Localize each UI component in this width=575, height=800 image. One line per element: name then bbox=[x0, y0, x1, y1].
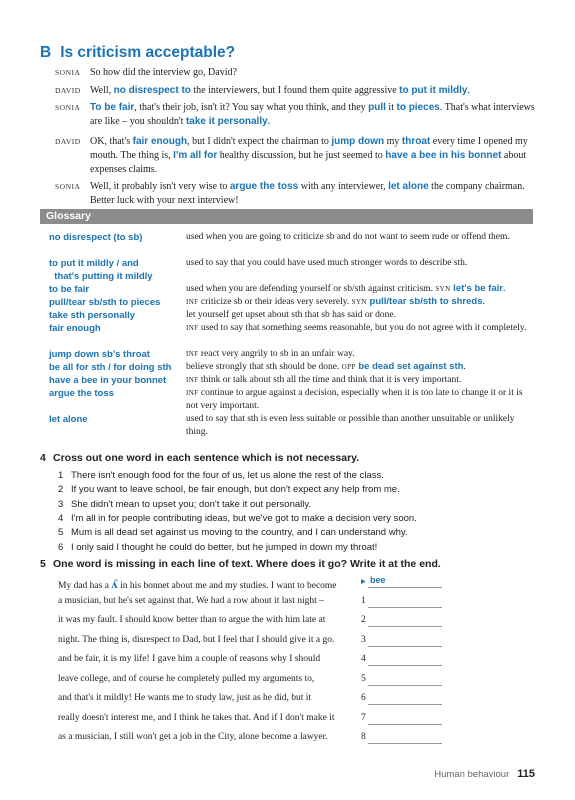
exercise-item bbox=[58, 513, 417, 524]
highlighted-idiom: to put it mildly bbox=[399, 85, 468, 96]
exercise-number: 5 bbox=[40, 558, 46, 570]
dialogue-line bbox=[40, 180, 540, 208]
glossary-definition bbox=[186, 322, 536, 335]
highlighted-idiom: have a bee in his bonnet bbox=[385, 150, 502, 161]
item-number: 5 bbox=[58, 527, 64, 539]
line-text: as a musician, I still won't get a job in the City, alone become a lawyer. bbox=[58, 732, 328, 742]
glossary-term: jump down sb's throat bbox=[49, 349, 150, 360]
line-text: really doesn't interest me, and I think he takes that. And if I don't make it bbox=[58, 712, 335, 723]
dialogue-fragment: OK, that's bbox=[90, 136, 133, 147]
line-text: night. The thing is, disrespect to Dad, but I feel that I should give it a go. bbox=[58, 634, 335, 645]
answer-number: 2 bbox=[361, 615, 366, 625]
dialogue-text bbox=[90, 135, 540, 177]
grammar-tag: INF bbox=[186, 389, 199, 397]
line-text: leave college, and of course he completely pulled my arguments to, bbox=[58, 673, 315, 684]
related-idiom: let's be fair bbox=[450, 283, 503, 294]
highlighted-idiom: to pieces bbox=[396, 102, 440, 113]
definition-text: think or talk about sth all the time and think that it is very important. bbox=[198, 375, 462, 385]
item-text: I'm all in for people contributing ideas, but we've got to make a decision very soon. bbox=[71, 512, 417, 524]
answer-line bbox=[368, 577, 442, 588]
exercise-instruction: One word is missing in each line of text. Where does it go? Write it at the end. bbox=[53, 558, 441, 570]
answer-line bbox=[368, 675, 442, 686]
glossary-definition bbox=[186, 309, 536, 322]
exercise-item bbox=[58, 470, 384, 481]
speaker-name: SONIA bbox=[55, 182, 81, 191]
answer-number: 1 bbox=[361, 595, 366, 606]
answer-number: 7 bbox=[361, 712, 366, 723]
text-line bbox=[58, 693, 311, 703]
dialogue-fragment: the interviewers, but I found them quite aggressive bbox=[190, 85, 400, 96]
definition-text: used to say that something seems reasonable, but you do not agree with it completely. bbox=[198, 323, 527, 333]
item-text: If you want to leave school, be fair enough, but don't expect any help from me. bbox=[71, 484, 400, 496]
text-line bbox=[58, 615, 325, 625]
highlighted-idiom: let alone bbox=[388, 181, 429, 192]
dialogue-fragment: every time I opened my mouth. The thing is, bbox=[90, 136, 528, 161]
definition-text: . bbox=[463, 362, 466, 372]
item-number: 1 bbox=[58, 470, 64, 481]
grammar-tag: SYN bbox=[435, 285, 451, 293]
answer-line bbox=[368, 714, 442, 725]
item-number: 4 bbox=[58, 512, 64, 524]
glossary-definition bbox=[186, 257, 536, 270]
text-line bbox=[58, 576, 337, 592]
item-text: Mum is all dead set against us moving to the country, and I can understand why. bbox=[71, 527, 408, 539]
line-text: and be fair, it is my life! I gave him a couple of reasons why I should bbox=[58, 654, 321, 664]
glossary-term: let alone bbox=[49, 414, 88, 425]
speaker-name: DAVID bbox=[55, 86, 81, 95]
glossary-term: take sth personally bbox=[49, 310, 136, 321]
text-line bbox=[58, 732, 328, 742]
answer-number: 8 bbox=[361, 732, 366, 742]
page-footer bbox=[434, 768, 535, 780]
dialogue-line bbox=[40, 101, 540, 129]
glossary-definition bbox=[186, 231, 536, 244]
dialogue-fragment: the company chairman. Better luck with your next interview! bbox=[90, 181, 525, 206]
answer-line bbox=[368, 694, 442, 705]
example-arrow: ▸ bbox=[361, 577, 366, 587]
line-text: it was my fault. I should know better than to argue the with him late at bbox=[58, 615, 326, 625]
glossary-definition bbox=[186, 296, 536, 309]
highlighted-idiom: throat bbox=[401, 136, 431, 147]
text-line bbox=[58, 713, 334, 723]
grammar-tag: INF bbox=[186, 350, 199, 358]
answer-line bbox=[368, 636, 442, 647]
text-line bbox=[58, 596, 324, 606]
definition-text: used when you are defending yourself or sb/sth against criticism. bbox=[186, 284, 436, 294]
grammar-tag: INF bbox=[186, 324, 199, 332]
glossary-term: no disrespect (to sb) bbox=[49, 232, 143, 243]
related-idiom: pull/tear sb/sth to shreds bbox=[366, 296, 483, 307]
answer-number: 4 bbox=[361, 654, 366, 664]
example-answer: bee bbox=[370, 575, 386, 585]
line-text: in his bonnet about me and my studies. I want to become bbox=[117, 581, 337, 591]
highlighted-idiom: take it personally bbox=[185, 116, 268, 127]
answer-number: 5 bbox=[361, 673, 366, 684]
section-letter: B bbox=[40, 44, 52, 61]
dialogue-text bbox=[90, 66, 540, 80]
dialogue-fragment: Well, it probably isn't very wise to bbox=[90, 181, 230, 192]
dialogue-fragment: . bbox=[467, 85, 470, 96]
definition-text: . bbox=[502, 284, 506, 294]
related-idiom: be dead set against sth bbox=[355, 361, 464, 372]
dialogue-text bbox=[90, 101, 540, 129]
glossary-term: pull/tear sb/sth to pieces bbox=[49, 297, 161, 308]
definition-text: let yourself get upset about sth that sb has said or done. bbox=[186, 310, 397, 320]
exercise-item bbox=[58, 499, 311, 510]
answer-number: 3 bbox=[361, 634, 366, 645]
exercise-item bbox=[58, 542, 377, 553]
definition-text: criticize sb or their ideas very severely. bbox=[198, 297, 352, 307]
dialogue-text bbox=[90, 180, 540, 208]
answer-number: 6 bbox=[361, 693, 366, 703]
dialogue-line bbox=[40, 84, 540, 98]
text-line bbox=[58, 674, 314, 684]
dialogue-fragment: it bbox=[385, 102, 397, 113]
line-text: My dad has a bbox=[58, 581, 112, 591]
dialogue-line bbox=[40, 135, 540, 177]
insertion-mark: ʎ bbox=[111, 576, 118, 591]
exercise-instruction: Cross out one word in each sentence which is not necessary. bbox=[53, 452, 360, 464]
dialogue-fragment: . That's what interviews are like – you shouldn't bbox=[90, 102, 535, 127]
grammar-tag: SYN bbox=[351, 298, 367, 306]
exercise-4-heading bbox=[40, 452, 359, 464]
answer-line bbox=[368, 733, 442, 744]
answer-line bbox=[368, 616, 442, 627]
exercise-5-heading bbox=[40, 558, 441, 570]
page-number: 115 bbox=[517, 768, 535, 780]
line-text: a musician, but he's set against that. We had a row about it last night – bbox=[58, 595, 324, 606]
grammar-tag: INF bbox=[186, 376, 199, 384]
grammar-tag: INF bbox=[186, 298, 199, 306]
grammar-tag: OPP bbox=[341, 363, 356, 371]
highlighted-idiom: I'm all for bbox=[173, 150, 218, 161]
text-line bbox=[58, 654, 320, 664]
item-text: She didn't mean to upset you; don't take it out personally. bbox=[71, 498, 312, 510]
exercise-item bbox=[58, 484, 400, 495]
glossary-definition bbox=[186, 374, 536, 387]
item-number: 6 bbox=[58, 541, 64, 553]
definition-text: used when you are going to criticize sb and do not want to seem rude or offend them. bbox=[186, 232, 510, 242]
definition-text: continue to argue against a decision, especially when it is too late to change it or it is not very important. bbox=[186, 388, 523, 411]
dialogue-fragment: with any interviewer, bbox=[298, 181, 389, 192]
answer-line bbox=[368, 597, 442, 608]
definition-text: believe strongly that sth should be done. bbox=[186, 362, 342, 372]
item-text: I only said I thought he could do better, but he jumped in down my throat! bbox=[71, 541, 378, 553]
highlighted-idiom: fair enough bbox=[132, 136, 188, 147]
item-number: 2 bbox=[58, 484, 64, 496]
highlighted-idiom: no disrespect to bbox=[113, 85, 191, 96]
glossary-title: Glossary bbox=[46, 210, 91, 222]
dialogue-fragment: about expenses claims. bbox=[90, 150, 527, 175]
highlighted-idiom: pull bbox=[368, 102, 386, 113]
dialogue-text bbox=[90, 84, 540, 98]
exercise-item bbox=[58, 527, 408, 538]
glossary-definition bbox=[186, 348, 536, 361]
speaker-name: SONIA bbox=[55, 103, 81, 112]
speaker-name: DAVID bbox=[55, 137, 81, 146]
dialogue-line bbox=[40, 66, 540, 80]
glossary-term: to put it mildly / and that's putting it mildly bbox=[49, 258, 153, 282]
glossary-header bbox=[40, 209, 533, 224]
footer-section: Human behaviour bbox=[434, 769, 510, 780]
dialogue-fragment: , that's their job, isn't it? You say what you think, and they bbox=[134, 102, 369, 113]
definition-text: . bbox=[482, 297, 485, 307]
highlighted-idiom: argue the toss bbox=[229, 181, 299, 192]
glossary-term: to be fair bbox=[49, 284, 90, 295]
exercise-number: 4 bbox=[40, 452, 46, 464]
item-number: 3 bbox=[58, 498, 64, 510]
definition-text: react very angrily to sb in an unfair way. bbox=[198, 349, 355, 359]
line-text: and that's it mildly! He wants me to study law, just as he did, but it bbox=[58, 693, 312, 703]
glossary-definition bbox=[186, 283, 536, 296]
glossary-term: argue the toss bbox=[49, 388, 114, 399]
definition-text: used to say that you could have used much stronger words to describe sth. bbox=[186, 258, 468, 268]
glossary-term: be all for sth / for doing sth bbox=[49, 362, 172, 373]
dialogue-fragment: healthy discussion, but he just seemed to bbox=[217, 150, 386, 161]
answer-line bbox=[368, 655, 442, 666]
highlighted-idiom: jump down bbox=[331, 136, 385, 147]
section-title bbox=[40, 44, 235, 62]
dialogue-fragment: . bbox=[267, 116, 271, 127]
glossary-term: fair enough bbox=[49, 323, 101, 334]
glossary-definition bbox=[186, 413, 536, 438]
dialogue-fragment: , but I didn't expect the chairman to bbox=[187, 136, 332, 147]
item-text: There isn't enough food for the four of us, let us alone the rest of the class. bbox=[71, 470, 384, 481]
speaker-name: SONIA bbox=[55, 68, 81, 77]
glossary-term: have a bee in your bonnet bbox=[49, 375, 167, 386]
dialogue-fragment: So how did the interview go, David? bbox=[90, 67, 237, 78]
glossary-definition bbox=[186, 361, 536, 374]
glossary-definition bbox=[186, 387, 536, 412]
text-line bbox=[58, 635, 334, 645]
highlighted-idiom: To be fair bbox=[90, 102, 135, 113]
dialogue-fragment: Well, bbox=[90, 85, 114, 96]
dialogue-fragment: my bbox=[384, 136, 402, 147]
section-heading: Is criticism acceptable? bbox=[60, 44, 236, 61]
definition-text: used to say that sth is even less suitable or possible than another unsuitable or unlikely thing. bbox=[186, 414, 515, 437]
